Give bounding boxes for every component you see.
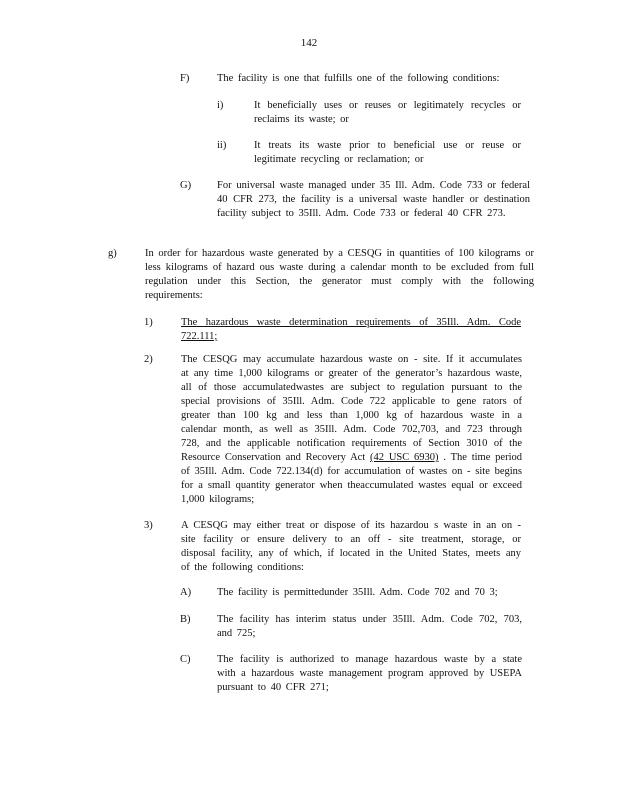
citation-underlined: (42 USC 6930) — [370, 452, 439, 463]
item-text: It beneficially uses or reuses or legitimately recycles or reclaims its waste; or — [254, 100, 521, 125]
item-text: The facility has interim status under 35Ill. Adm. Code 702, 703, and 725; — [217, 614, 522, 639]
item-text: A CESQG may either treat or dispose of its hazardou s waste in an on - site facility or ensure delivery to an off - site treatment, storage, or disposal facility, any of which, if located in the United States, meets any of the following conditions: — [181, 520, 521, 573]
item-text: For universal waste managed under 35 Ill. Adm. Code 733 or federal 40 CFR 273, the facility is a universal waste handler or destination facility subject to 35Ill. Adm. Code 733 or federal 40 CFR 273. — [217, 180, 530, 219]
item-label: g) — [108, 248, 117, 259]
item-label: 1) — [144, 317, 153, 328]
item-label: i) — [217, 100, 224, 111]
item-label: A) — [180, 587, 192, 598]
item-label: C) — [180, 654, 191, 665]
item-text: The CESQG may accumulate hazardous waste on - site. If it accumulates at any time 1,000 kilograms or greater of the generator’s hazardous waste, all of those accumulatedwastes are subject to regulation pursuant to the special provisions of 35Ill. Adm. Code 722 applicable to gene rators of greater than 100 kg and less than 1,000 kg of hazardous waste in a calendar month, as well as 35Ill. Adm. Code 702,703, and 723 through 728, and the applicable notification requirements of Section 3010 of the Resource Conservation and Recovery Act (42 USC 6930) . The time period of 35Ill. Adm. Code 722.134(d) for accumulation of wastes on - site begins for a small quantity generator when theaccumulated wastes equal or exceed 1,000 kilograms; — [181, 354, 522, 505]
item-text: The hazardous waste determination requirements of 35Ill. Adm. Code 722.111; — [181, 317, 521, 342]
item-label: 2) — [144, 354, 153, 365]
item-label: B) — [180, 614, 191, 625]
item-text: It treats its waste prior to beneficial use or reuse or legitimate recycling or reclamation; or — [254, 140, 521, 165]
item-label: 3) — [144, 520, 153, 531]
item-text: The facility is one that fulfills one of the following conditions: — [217, 73, 500, 84]
page-number: 142 — [300, 37, 318, 49]
item-text: The facility is authorized to manage hazardous waste by a state with a hazardous waste management program approved by USEPA pursuant to 40 CFR 271; — [217, 654, 522, 693]
item-label: F) — [180, 73, 190, 84]
item-text: In order for hazardous waste generated by a CESQG in quantities of 100 kilograms or less kilograms of hazard ous waste during a calendar month to be excluded from full regulation under this Section, the generator must comply with the following requirements: — [145, 248, 534, 301]
item-text: The facility is permittedunder 35Ill. Adm. Code 702 and 70 3; — [217, 587, 498, 598]
item-label: ii) — [217, 140, 227, 151]
item-label: G) — [180, 180, 192, 191]
